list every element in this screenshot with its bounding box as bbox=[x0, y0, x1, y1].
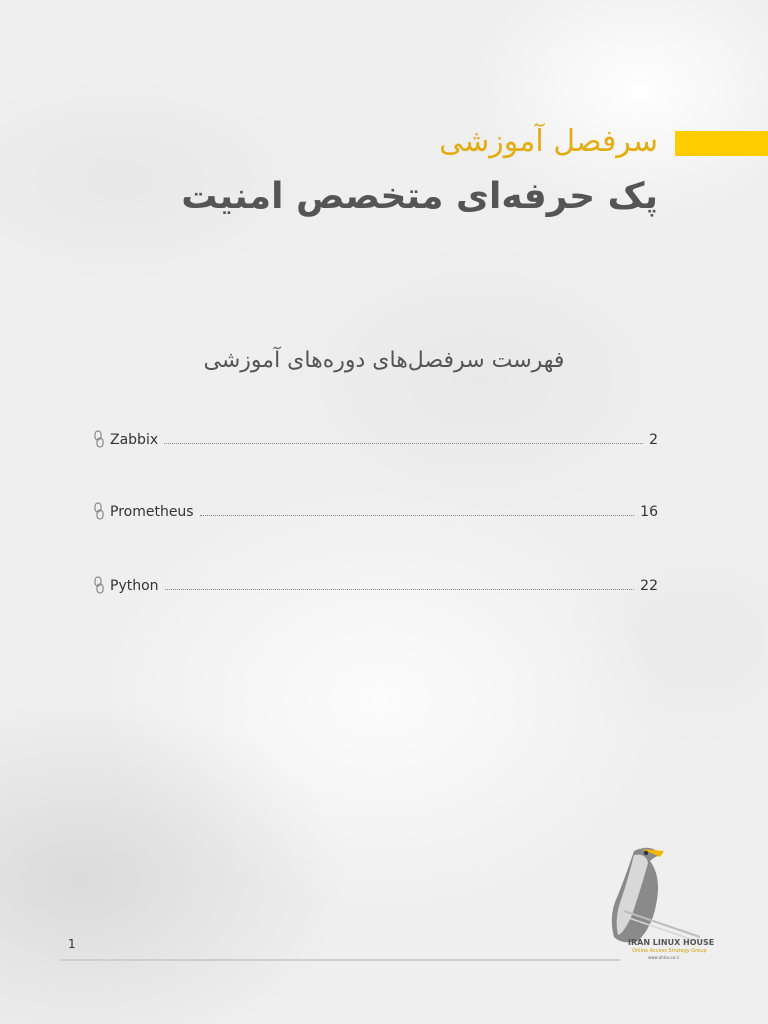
toc-leader bbox=[164, 443, 643, 444]
toc-heading: فهرست سرفصل‌های دوره‌های آموزشی bbox=[203, 348, 565, 373]
toc-entry-zabbix[interactable] bbox=[92, 428, 658, 448]
accent-bar bbox=[675, 131, 768, 156]
toc-leader bbox=[165, 589, 635, 590]
toc-leader bbox=[200, 515, 635, 516]
toc-entry-page: 2 bbox=[649, 432, 658, 448]
logo-name: IRAN LINUX HOUSE bbox=[628, 938, 715, 947]
penguin-logo-icon bbox=[604, 845, 716, 965]
page-subtitle: سرفصل آموزشی bbox=[439, 124, 658, 159]
link-icon bbox=[92, 576, 106, 594]
link-icon bbox=[92, 502, 106, 520]
link-icon bbox=[92, 430, 106, 448]
toc-entry-label: Zabbix bbox=[110, 432, 159, 448]
page-title: پک حرفه‌ای متخصص امنیت bbox=[181, 176, 658, 217]
logo-tagline: Online Access Strategy Group bbox=[632, 948, 707, 954]
footer-divider bbox=[60, 959, 620, 961]
toc-entry-label: Prometheus bbox=[110, 504, 194, 520]
page-number: 1 bbox=[68, 937, 76, 951]
toc-entry-python[interactable] bbox=[92, 574, 658, 594]
toc-entry-page: 22 bbox=[640, 578, 658, 594]
toc-entry-prometheus[interactable] bbox=[92, 500, 658, 520]
toc-entry-page: 16 bbox=[640, 504, 658, 520]
logo-url: www.ahlco.co.ir bbox=[648, 955, 680, 960]
toc-entry-label: Python bbox=[110, 578, 159, 594]
